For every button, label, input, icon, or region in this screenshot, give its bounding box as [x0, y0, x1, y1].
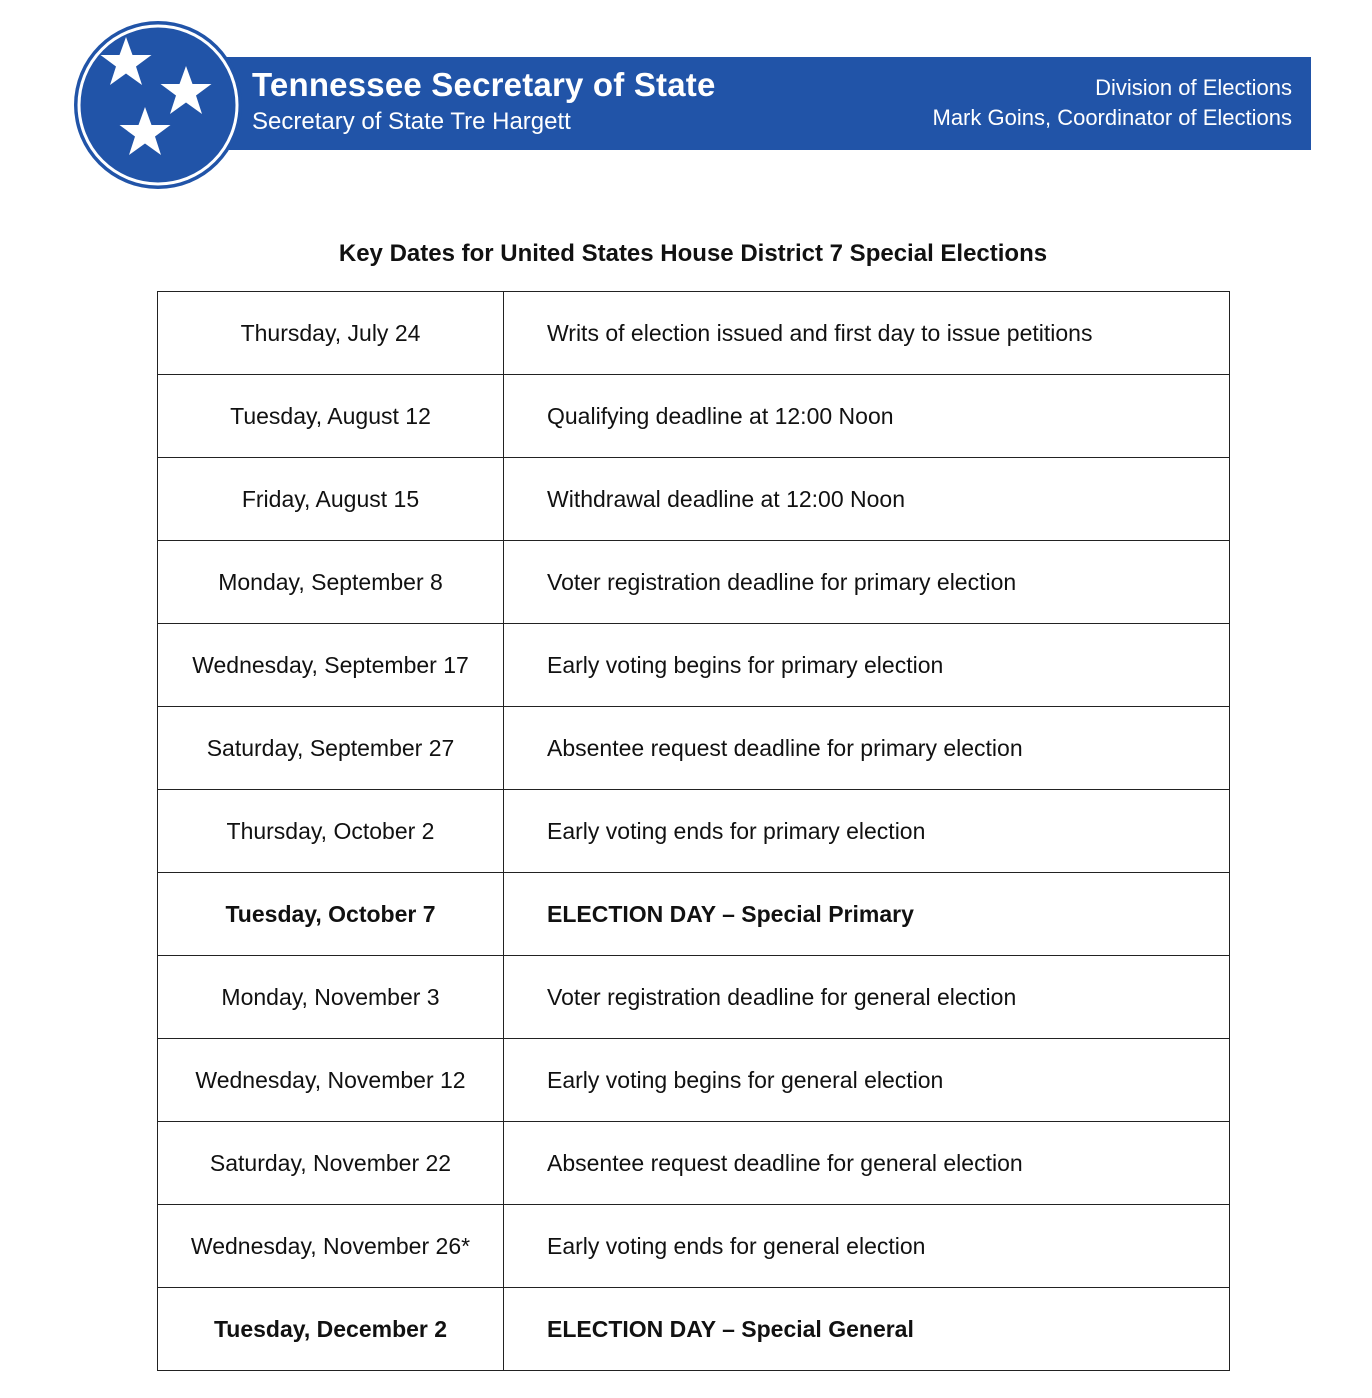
table-row: [158, 1288, 1230, 1371]
event-cell: Early voting begins for general election: [504, 1039, 1230, 1122]
agency-title: Tennessee Secretary of State: [252, 66, 716, 103]
date-cell: Wednesday, November 12: [158, 1039, 504, 1122]
event-cell: Withdrawal deadline at 12:00 Noon: [504, 458, 1230, 541]
tri-star-seal-icon: [74, 21, 242, 189]
event-cell: Voter registration deadline for general election: [504, 956, 1230, 1039]
event-cell: Early voting ends for primary election: [504, 790, 1230, 873]
event-cell: Early voting ends for general election: [504, 1205, 1230, 1288]
table-row: [158, 790, 1230, 873]
table-row: [158, 873, 1230, 956]
page-title: Key Dates for United States House District 7 Special Elections: [338, 240, 1048, 267]
event-cell: Writs of election issued and first day to issue petitions: [504, 292, 1230, 375]
table-row: [158, 707, 1230, 790]
table-row: [158, 375, 1230, 458]
division-name: Division of Elections: [1095, 75, 1292, 100]
table-row: [158, 624, 1230, 707]
table-row: [158, 1039, 1230, 1122]
table-row: [158, 1205, 1230, 1288]
event-cell: Absentee request deadline for primary election: [504, 707, 1230, 790]
table-row: [158, 458, 1230, 541]
date-cell: Tuesday, December 2: [158, 1288, 504, 1371]
table-row: [158, 956, 1230, 1039]
event-cell: Early voting begins for primary election: [504, 624, 1230, 707]
date-cell: Thursday, October 2: [158, 790, 504, 873]
date-cell: Tuesday, August 12: [158, 375, 504, 458]
table-row: [158, 541, 1230, 624]
date-cell: Friday, August 15: [158, 458, 504, 541]
date-cell: Saturday, November 22: [158, 1122, 504, 1205]
date-cell: Wednesday, September 17: [158, 624, 504, 707]
table-row: [158, 292, 1230, 375]
event-cell: Absentee request deadline for general election: [504, 1122, 1230, 1205]
event-cell: ELECTION DAY – Special General: [504, 1288, 1230, 1371]
date-cell: Wednesday, November 26*: [158, 1205, 504, 1288]
agency-subtitle: Secretary of State Tre Hargett: [252, 108, 571, 135]
coordinator-name: Mark Goins, Coordinator of Elections: [932, 105, 1292, 130]
table-row: [158, 1122, 1230, 1205]
date-cell: Thursday, July 24: [158, 292, 504, 375]
event-cell: Voter registration deadline for primary election: [504, 541, 1230, 624]
date-cell: Monday, September 8: [158, 541, 504, 624]
key-dates-table: [157, 291, 1230, 1371]
date-cell: Monday, November 3: [158, 956, 504, 1039]
event-cell: ELECTION DAY – Special Primary: [504, 873, 1230, 956]
date-cell: Saturday, September 27: [158, 707, 504, 790]
event-cell: Qualifying deadline at 12:00 Noon: [504, 375, 1230, 458]
date-cell: Tuesday, October 7: [158, 873, 504, 956]
